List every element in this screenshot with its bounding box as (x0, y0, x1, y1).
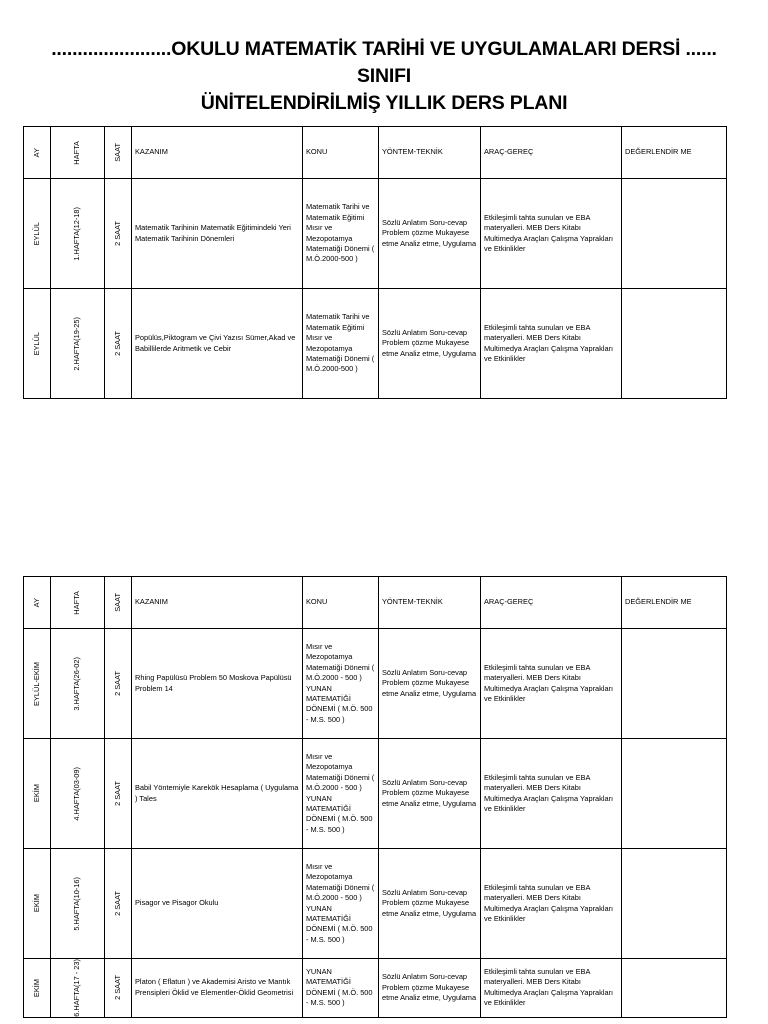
cell-degerlendirme (622, 179, 727, 289)
title-line-1: .......................OKULU MATEMATİK TARİHİ VE UYGULAMALARI DERSİ ...... (51, 38, 717, 60)
cell-yontem: Sözlü Anlatım Soru-cevap Problem çözme Mukayese etme Analiz etme, Uygulama (379, 289, 481, 399)
cell-konu: Matematik Tarihi ve Matematik Eğitimi Mısır ve Mezopotamya Matematiği Dönemi ( M.Ö.2000-500 ) (303, 179, 379, 289)
cell-arac: Etkileşimli tahta sunuları ve EBA materyalleri. MEB Ders Kitabı Multimedya Araçları Çalışma Yaprakları ve Etkinlikler (481, 629, 622, 739)
cell-yontem: Sözlü Anlatım Soru-cevap Problem çözme Mukayese etme Analiz etme, Uygulama (379, 959, 481, 1018)
header-kazanim: KAZANIM (132, 127, 303, 179)
cell-saat: 2 SAAT (105, 629, 132, 739)
cell-hafta: 1.HAFTA(12-18) (51, 179, 105, 289)
header-ay: AY (24, 127, 51, 179)
header-hafta: HAFTA (51, 577, 105, 629)
header-saat: SAAT (105, 577, 132, 629)
cell-kazanim: Rhing Papülüsü Problem 50 Moskova Papülüsü Problem 14 (132, 629, 303, 739)
cell-kazanim: Babil Yöntemiyle Karekök Hesaplama ( Uygulama ) Tales (132, 739, 303, 849)
header-degerlendirme: DEĞERLENDİR ME (622, 127, 727, 179)
cell-hafta: 6.HAFTA(17 - 23) (51, 959, 105, 1018)
cell-yontem: Sözlü Anlatım Soru-cevap Problem çözme Mukayese etme Analiz etme, Uygulama (379, 739, 481, 849)
cell-arac: Etkileşimli tahta sunuları ve EBA materyalleri. MEB Ders Kitabı Multimedya Araçları Çalışma Yaprakları ve Etkinlikler (481, 179, 622, 289)
cell-saat: 2 SAAT (105, 179, 132, 289)
cell-degerlendirme (622, 849, 727, 959)
cell-yontem: Sözlü Anlatım Soru-cevap Problem çözme Mukayese etme Analiz etme, Uygulama (379, 179, 481, 289)
cell-arac: Etkileşimli tahta sunuları ve EBA materyalleri. MEB Ders Kitabı Multimedya Araçları Çalışma Yaprakları ve Etkinlikler (481, 289, 622, 399)
header-arac: ARAÇ-GEREÇ (481, 127, 622, 179)
table-row (24, 289, 727, 399)
header-konu: KONU (303, 127, 379, 179)
cell-ay: EYLÜL-EKİM (24, 629, 51, 739)
cell-ay: EYLÜL (24, 289, 51, 399)
header-arac: ARAÇ-GEREÇ (481, 577, 622, 629)
header-saat: SAAT (105, 127, 132, 179)
cell-saat: 2 SAAT (105, 849, 132, 959)
cell-hafta: 5.HAFTA(10-16) (51, 849, 105, 959)
header-kazanim: KAZANIM (132, 577, 303, 629)
table-row (24, 849, 727, 959)
header-hafta: HAFTA (51, 127, 105, 179)
table-header-row (24, 127, 727, 179)
cell-yontem: Sözlü Anlatım Soru-cevap Problem çözme Mukayese etme Analiz etme, Uygulama (379, 629, 481, 739)
header-degerlendirme: DEĞERLENDİR ME (622, 577, 727, 629)
cell-arac: Etkileşimli tahta sunuları ve EBA materyalleri. MEB Ders Kitabı Multimedya Araçları Çalışma Yaprakları ve Etkinlikler (481, 849, 622, 959)
cell-konu: Mısır ve Mezopotamya Matematiği Dönemi ( M.Ö.2000 - 500 ) YUNAN MATEMATİĞİ DÖNEMİ ( M.Ö. 500 - M.S. 500 ) (303, 629, 379, 739)
cell-kazanim: Popülüs,Piktogram ve Çivi Yazısı Sümer,Akad ve Babillilerde Aritmetik ve Cebir (132, 289, 303, 399)
header-yontem: YÖNTEM-TEKNİK (379, 127, 481, 179)
cell-konu: Mısır ve Mezopotamya Matematiği Dönemi ( M.Ö.2000 - 500 ) YUNAN MATEMATİĞİ DÖNEMİ ( M.Ö. 500 - M.S. 500 ) (303, 739, 379, 849)
cell-ay: EKİM (24, 849, 51, 959)
cell-degerlendirme (622, 739, 727, 849)
cell-degerlendirme (622, 629, 727, 739)
cell-kazanim: Matematik Tarihinin Matematik Eğitimindeki Yeri Matematik Tarihinin Dönemleri (132, 179, 303, 289)
cell-arac: Etkileşimli tahta sunuları ve EBA materyalleri. MEB Ders Kitabı Multimedya Araçları Çalışma Yaprakları ve Etkinlikler (481, 959, 622, 1018)
table-row (24, 629, 727, 739)
cell-ay: EKİM (24, 959, 51, 1018)
plan-table-2 (23, 576, 727, 1018)
cell-ay: EKİM (24, 739, 51, 849)
header-konu: KONU (303, 577, 379, 629)
cell-hafta: 3.HAFTA(26-02) (51, 629, 105, 739)
table-row (24, 959, 727, 1018)
cell-yontem: Sözlü Anlatım Soru-cevap Problem çözme Mukayese etme Analiz etme, Uygulama (379, 849, 481, 959)
cell-arac: Etkileşimli tahta sunuları ve EBA materyalleri. MEB Ders Kitabı Multimedya Araçları Çalışma Yaprakları ve Etkinlikler (481, 739, 622, 849)
table-row (24, 179, 727, 289)
cell-hafta: 2.HAFTA(19-25) (51, 289, 105, 399)
header-yontem: YÖNTEM-TEKNİK (379, 577, 481, 629)
cell-saat: 2 SAAT (105, 959, 132, 1018)
cell-konu: Mısır ve Mezopotamya Matematiği Dönemi ( M.Ö.2000 - 500 ) YUNAN MATEMATİĞİ DÖNEMİ ( M.Ö. 500 - M.S. 500 ) (303, 849, 379, 959)
cell-degerlendirme (622, 959, 727, 1018)
cell-saat: 2 SAAT (105, 739, 132, 849)
title-line-3: ÜNİTELENDİRİLMİŞ YILLIK DERS PLANI (200, 92, 568, 114)
cell-saat: 2 SAAT (105, 289, 132, 399)
title-line-2: SINIFI (356, 65, 412, 87)
document-title (0, 36, 768, 117)
table-row (24, 739, 727, 849)
cell-konu: Matematik Tarihi ve Matematik Eğitimi Mısır ve Mezopotamya Matematiği Dönemi ( M.Ö.2000-500 ) (303, 289, 379, 399)
table-header-row (24, 577, 727, 629)
cell-degerlendirme (622, 289, 727, 399)
header-ay: AY (24, 577, 51, 629)
cell-konu: YUNAN MATEMATİĞİ DÖNEMİ ( M.Ö. 500 - M.S. 500 ) (303, 959, 379, 1018)
cell-kazanim: Pisagor ve Pisagor Okulu (132, 849, 303, 959)
plan-table-1 (23, 126, 727, 399)
cell-kazanim: Platon ( Eflatun ) ve Akademisi Aristo ve Mantık Prensipleri Öklid ve Elementler-Öklid Geometrisi (132, 959, 303, 1018)
cell-ay: EYLÜL (24, 179, 51, 289)
cell-hafta: 4.HAFTA(03-09) (51, 739, 105, 849)
